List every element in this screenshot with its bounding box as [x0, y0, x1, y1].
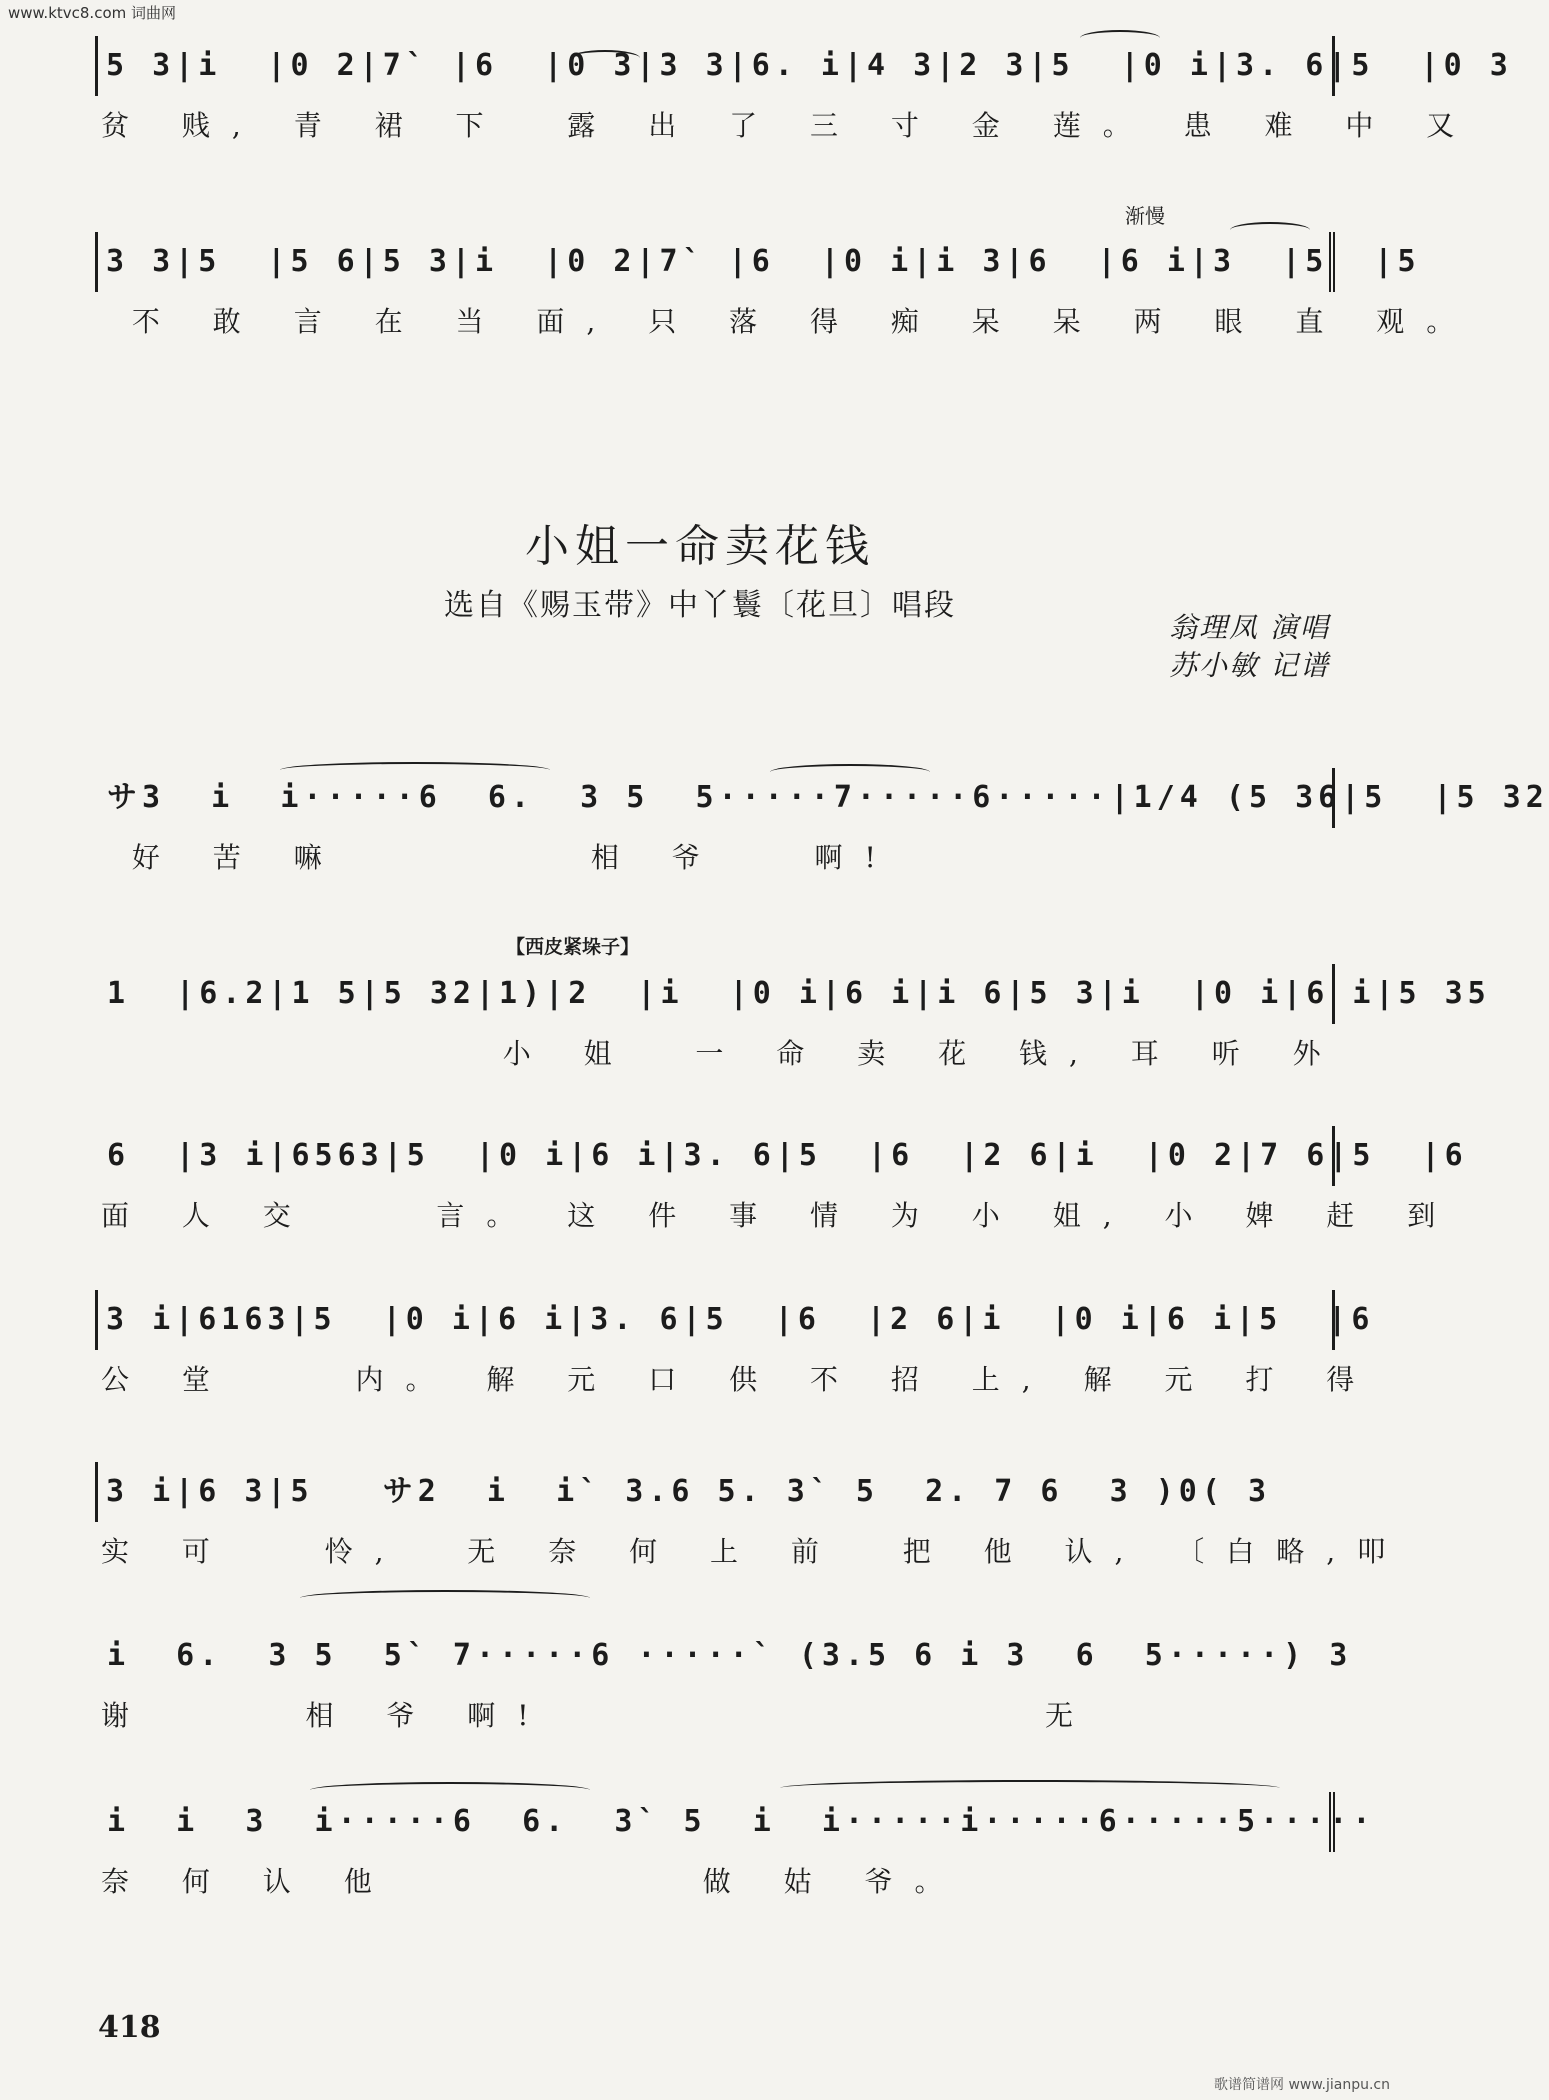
numbered-notes: 5 3|i |0 2|7` |6 |0 3|3 3|6. i|4 3|2 3|5 |0 i|3. 6|5 |0 3	[95, 36, 1335, 96]
numbered-notes: 1 |6.2|1 5|5 32|1)|2 |i |0 i|6 i|i 6|5 3|i |0 i|6 i|5 35	[95, 964, 1335, 1024]
notation-system-1	[95, 36, 1513, 150]
numbered-notes: 3 i|6163|5 |0 i|6 i|3. 6|5 |6 |2 6|i |0 i|6 i|5 |6	[95, 1290, 1335, 1350]
notation-system-3	[95, 768, 1549, 882]
watermark-bottom: 歌谱简谱网 www.jianpu.cn	[1214, 2077, 1390, 2093]
lyrics-line: 面 人 交 言。 这 件 事 情 为 小 姐, 小 婢 赶 到	[101, 1199, 1458, 1232]
section-tag: 【西皮紧垛子】	[506, 936, 640, 958]
notation-system-4	[95, 964, 1491, 1078]
numbered-notes: 3 3|5 |5 6|5 3|i |0 2|7` |6 |0 i|i 3|6 |6 i|3 |5 |5	[95, 232, 1335, 292]
numbered-notes: 6 |3 i|6563|5 |0 i|6 i|3. 6|5 |6 |2 6|i |0 2|7 6|5 |6	[95, 1126, 1335, 1186]
slur-mark	[280, 762, 550, 778]
notation-system-2	[95, 232, 1477, 346]
lyrics-line: 公 堂 内。 解 元 口 供 不 招 上, 解 元 打 得	[101, 1363, 1377, 1396]
numbered-notes: i 6. 3 5 5` 7·····6 ·····` (3.5 6 i 3 6 5·····) 3	[107, 1638, 1353, 1673]
notation-system-5	[95, 1126, 1468, 1240]
song-title: 小姐一命卖花钱	[525, 521, 875, 572]
lyrics-line: 不 敢 言 在 当 面, 只 落 得 痴 呆 呆 两 眼 直 观。	[101, 305, 1477, 338]
song-subtitle: 选自《赐玉带》中丫鬟〔花旦〕唱段	[444, 588, 956, 623]
slur-mark	[780, 1780, 1280, 1796]
notation-system-8	[95, 1626, 1353, 1740]
numbered-notes: i i 3 i·····6 6. 3` 5 i i·····i·····6·····5·····	[95, 1792, 1335, 1852]
numbered-notes: サ3 i i·····6 6. 3 5 5·····7·····6·····|1/4 (5 36|5 |5 32	[95, 768, 1335, 828]
lyrics-line: 好 苦 嘛 相 爷 啊!	[101, 841, 898, 874]
lyrics-line: 贫 贱, 青 裙 下 露 出 了 三 寸 金 莲。 患 难 中 又	[101, 109, 1477, 142]
slur-mark	[770, 764, 930, 780]
notation-system-9	[95, 1792, 1376, 1906]
lyrics-line: 奈 何 认 他 做 姑 爷。	[101, 1865, 965, 1898]
slur-mark	[1230, 222, 1310, 238]
lyrics-line: 小 姐 一 命 卖 花 钱, 耳 听 外	[101, 1037, 1343, 1070]
notation-system-7	[95, 1462, 1408, 1576]
numbered-notes: 3 i|6 3|5 サ2 i i` 3.6 5. 3` 5 2. 7 6 3 )0( 3	[95, 1462, 1335, 1522]
watermark-top: www.ktvc8.com 词曲网	[8, 4, 177, 22]
notation-system-6	[95, 1290, 1377, 1404]
lyrics-line: 实 可 怜, 无 奈 何 上 前 把 他 认, 〔白略,叩	[101, 1535, 1408, 1568]
performer-credit: 翁理凤 演唱	[1169, 611, 1330, 644]
slur-mark	[570, 50, 640, 66]
tempo-marking: 渐慢	[1125, 204, 1165, 228]
transcriber-credit: 苏小敏 记谱	[1169, 649, 1330, 682]
slur-mark	[300, 1590, 590, 1606]
lyrics-line: 谢 相 爷 啊! 无	[101, 1699, 1095, 1732]
slur-mark	[1080, 30, 1160, 46]
slur-mark	[310, 1782, 590, 1798]
page-number: 418	[98, 2010, 161, 2045]
